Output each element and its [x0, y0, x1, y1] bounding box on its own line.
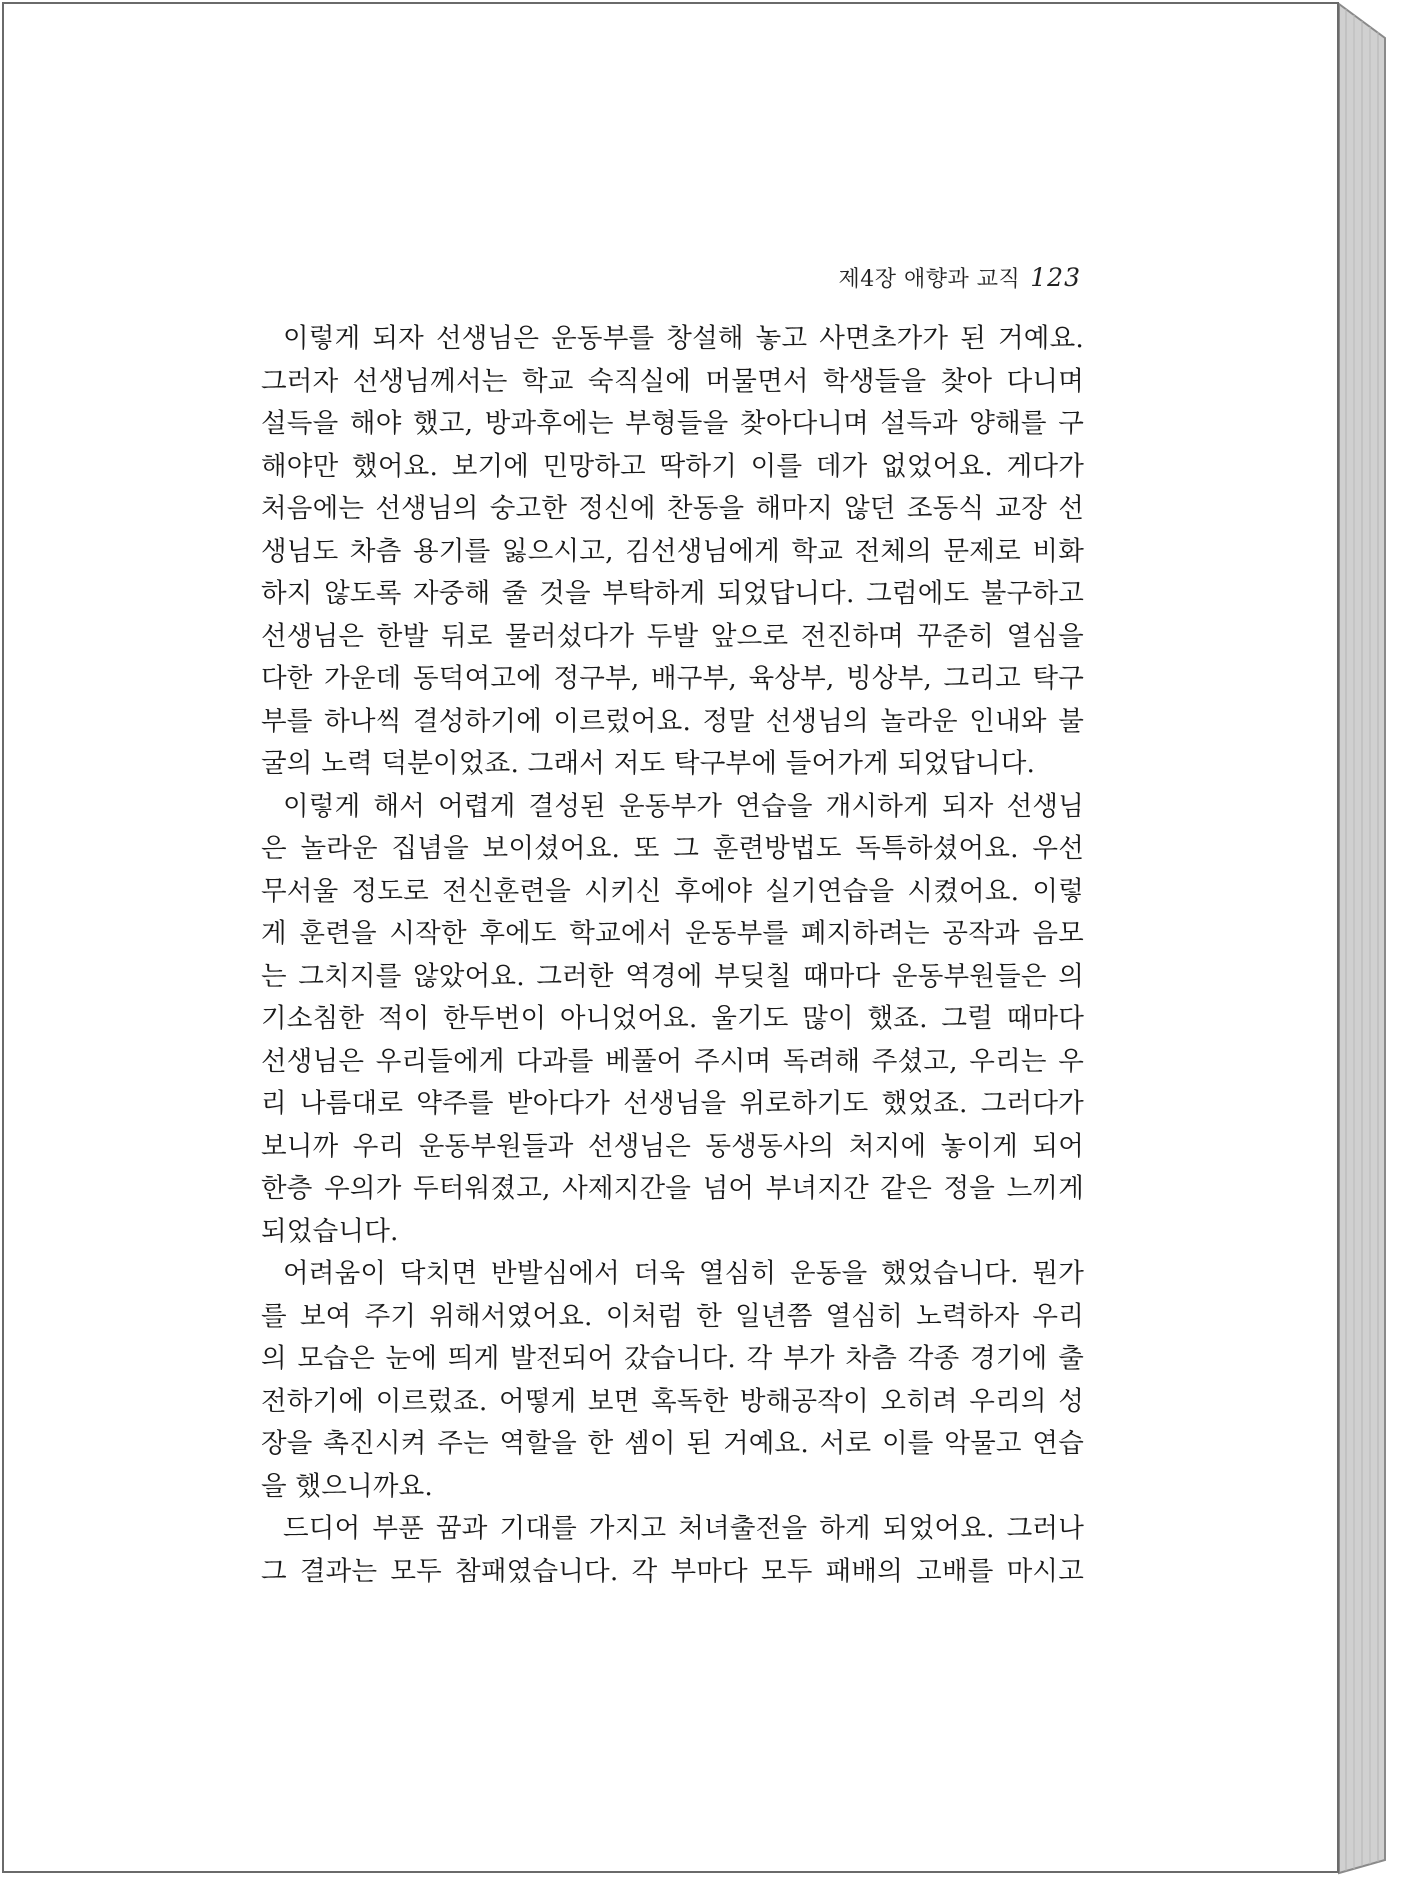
text-line: 의 모습은 눈에 띄게 발전되어 갔습니다. 각 부가 차츰 각종 경기에 출: [261, 1343, 1084, 1374]
text-line: 선생님은 우리들에게 다과를 베풀어 주시며 독려해 주셨고, 우리는 우: [261, 1045, 1084, 1077]
text-line: 선생님은 한발 뒤로 물러섰다가 두발 앞으로 전진하며 꾸준히 열심을: [261, 620, 1084, 652]
text-line: 무서울 정도로 전신훈련을 시키신 후에야 실기연습을 시켰어요. 이렇: [261, 875, 1084, 907]
text-line: 그 결과는 모두 참패였습니다. 각 부마다 모두 패배의 고배를 마시고: [261, 1555, 1084, 1587]
text-line: 를 보여 주기 위해서였어요. 이처럼 한 일년쯤 열심히 노력하자 우리: [261, 1300, 1084, 1332]
text-line: 부를 하나씩 결성하기에 이르렀어요. 정말 선생님의 놀라운 인내와 불: [261, 705, 1084, 737]
text-line: 전하기에 이르렀죠. 어떻게 보면 혹독한 방해공작이 오히려 우리의 성: [261, 1385, 1084, 1417]
text-line: 장을 촉진시켜 주는 역할을 한 셈이 된 거예요. 서로 이를 악물고 연습: [261, 1428, 1084, 1459]
text-line: 드디어 부푼 꿈과 기대를 가지고 처녀출전을 하게 되었어요. 그러나: [283, 1513, 1084, 1544]
page-number: 123: [1030, 263, 1081, 292]
text-line: 설득을 해야 했고, 방과후에는 부형들을 찾아다니며 설득과 양해를 구: [261, 408, 1084, 439]
text-line: 은 놀라운 집념을 보이셨어요. 또 그 훈련방법도 독특하셨어요. 우선: [261, 833, 1084, 864]
chapter-title: 제4장 애향과 교직: [838, 267, 1021, 292]
text-line: 이렇게 되자 선생님은 운동부를 창설해 놓고 사면초가가 된 거예요.: [283, 323, 1084, 354]
text-line: 는 그치지를 않았어요. 그러한 역경에 부딪칠 때마다 운동부원들은 의: [261, 960, 1084, 992]
text-line: 어려움이 닥치면 반발심에서 더욱 열심히 운동을 했었습니다. 뭔가: [283, 1258, 1084, 1289]
text-line: 생님도 차츰 용기를 잃으시고, 김선생님에게 학교 전체의 문제로 비화: [261, 535, 1084, 567]
text-line: 해야만 했어요. 보기에 민망하고 딱하기 이를 데가 없었어요. 게다가: [261, 450, 1084, 482]
text-line: 기소침한 적이 한두번이 아니었어요. 울기도 많이 했죠. 그럴 때마다: [261, 1003, 1084, 1034]
text-line: 게 훈련을 시작한 후에도 학교에서 운동부를 폐지하려는 공작과 음모: [261, 918, 1084, 949]
text-line: 한층 우의가 두터워졌고, 사제지간을 넘어 부녀지간 같은 정을 느끼게: [261, 1173, 1084, 1204]
text-line: 을 했으니까요.: [261, 1470, 434, 1502]
text-line: 이렇게 해서 어렵게 결성된 운동부가 연습을 개시하게 되자 선생님: [283, 790, 1084, 822]
text-line: 되었습니다.: [261, 1215, 399, 1247]
running-head: [839, 262, 1081, 293]
text-line: 하지 않도록 자중해 줄 것을 부탁하게 되었답니다. 그럼에도 불구하고: [261, 578, 1084, 609]
body-text: [261, 318, 1084, 1593]
text-line: 굴의 노력 덕분이었죠. 그래서 저도 탁구부에 들어가게 되었답니다.: [261, 748, 1036, 779]
text-line: 그러자 선생님께서는 학교 숙직실에 머물면서 학생들을 찾아 다니며: [261, 365, 1084, 397]
text-line: 보니까 우리 운동부원들과 선생님은 동생동사의 처지에 놓이게 되어: [261, 1130, 1084, 1162]
text-line: 처음에는 선생님의 숭고한 정신에 찬동을 해마지 않던 조동식 교장 선: [261, 493, 1084, 524]
text-line: 리 나름대로 약주를 받아다가 선생님을 위로하기도 했었죠. 그러다가: [261, 1088, 1084, 1119]
text-line: 다한 가운데 동덕여고에 정구부, 배구부, 육상부, 빙상부, 그리고 탁구: [261, 663, 1084, 694]
